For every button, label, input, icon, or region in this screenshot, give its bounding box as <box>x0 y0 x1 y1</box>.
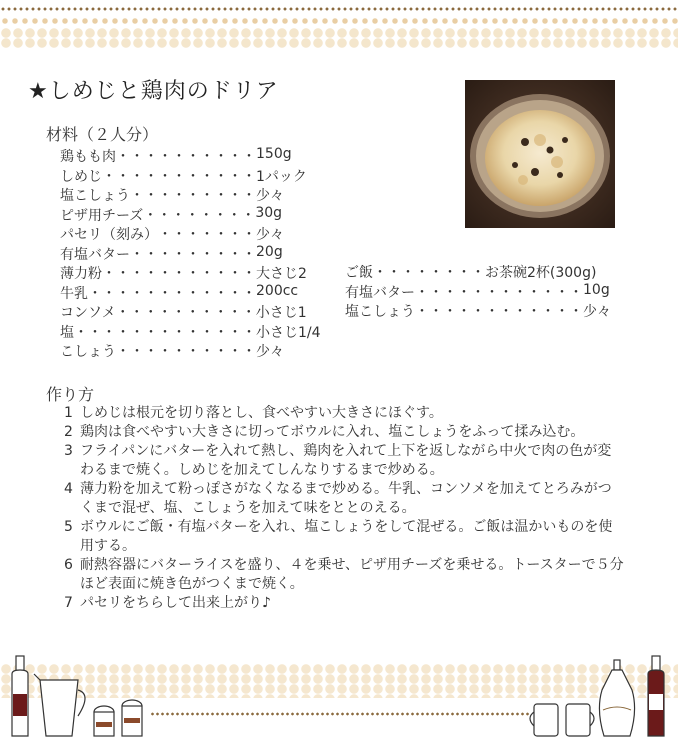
method-heading: 作り方 <box>46 385 95 404</box>
top-dot-line <box>0 6 678 12</box>
step-number: 5 <box>64 519 73 535</box>
mug-icon <box>530 704 558 736</box>
ingredient-leader-dots: ・・・・・・・・ <box>143 207 256 224</box>
step-text: ボウルにご飯・有塩バターを入れ、塩こしょうをして混ぜる。ご飯は温かいものを使用する。 <box>80 519 613 554</box>
ingredient-amount: 少々 <box>256 188 284 204</box>
ingredient-leader-dots: ・・・・・・・・ <box>373 265 485 281</box>
step-text: 耐熱容器にバターライスを盛り、４を乗せ、ピザ用チーズを乗せる。トースターで５分ほど表面に焼き色がつくまで焼く。 <box>80 557 624 592</box>
wine-bottle-icon <box>12 656 28 736</box>
ingredient-leader-dots: ・・・・・・・・・・・・ <box>88 285 256 302</box>
ingredient-leader-dots: ・・・・・・・・・・・・・ <box>74 324 256 341</box>
mug-icon <box>566 704 594 736</box>
doria-photo <box>465 80 615 228</box>
method-step <box>64 442 624 480</box>
ingredient-amount: 小さじ1/4 <box>256 324 321 341</box>
ingredient-name: 鶏もも肉 <box>60 149 116 165</box>
ingredient-list <box>60 146 321 361</box>
ingredient-leader-dots: ・・・・・・・・・・ <box>115 305 256 321</box>
method-step <box>64 423 624 442</box>
ingredient-name: 塩 <box>60 324 74 341</box>
ingredient-leader-dots: ・・・・・・・ <box>158 227 256 243</box>
step-number: 7 <box>64 595 73 611</box>
ingredient-amount: 30g <box>255 204 283 221</box>
ingredient-leader-dots: ・・・・・・・・・・・・ <box>415 304 583 320</box>
wine-bottle-icon <box>648 656 664 736</box>
ingredient-name: こしょう <box>60 344 116 360</box>
shaker-icon <box>94 706 114 736</box>
ingredient-name: 有塩バター <box>345 284 415 301</box>
top-decorative-border <box>0 0 678 56</box>
method-step <box>64 594 624 613</box>
recipe-title: ★しめじと鶏肉のドリア <box>28 79 279 104</box>
ingredient-row <box>60 224 321 244</box>
decanter-icon <box>599 660 634 736</box>
ingredient-amount: 大さじ2 <box>256 266 307 282</box>
step-number: 6 <box>64 557 73 573</box>
ingredient-row <box>60 283 321 303</box>
ingredient-row <box>60 322 321 342</box>
ingredient-name: 塩こしょう <box>345 304 415 320</box>
step-text: パセリをちらして出来上がり♪ <box>80 595 271 611</box>
ingredient-name: 牛乳 <box>60 285 88 302</box>
step-number: 4 <box>64 481 73 497</box>
rice-ingredient-list <box>345 262 611 321</box>
ingredient-amount: 200cc <box>256 282 299 299</box>
ingredient-leader-dots: ・・・・・・・・・・・ <box>102 266 256 282</box>
ingredient-row <box>345 282 611 302</box>
ingredient-leader-dots: ・・・・・・・・・・ <box>116 344 256 360</box>
step-list <box>64 404 624 613</box>
method-step <box>64 480 624 518</box>
ingredient-leader-dots: ・・・・・・・・・ <box>130 188 256 204</box>
ingredient-name: しめじ <box>60 168 102 185</box>
ingredient-row <box>345 301 611 321</box>
step-text: しめじは根元を切り落とし、食べやすい大きさにほぐす。 <box>80 405 443 421</box>
ingredient-row <box>60 146 321 166</box>
ingredient-row <box>60 185 321 205</box>
ingredient-row <box>60 166 321 186</box>
step-number: 3 <box>64 443 73 459</box>
ingredient-amount: 少々 <box>583 304 611 320</box>
kitchen-illustration <box>0 650 678 742</box>
ingredient-leader-dots: ・・・・・・・・・・・ <box>102 168 256 185</box>
ingredient-name: ピザ用チーズ <box>60 207 144 224</box>
ingredient-leader-dots: ・・・・・・・・・・ <box>116 149 256 165</box>
ingredient-amount: 少々 <box>256 344 284 360</box>
ingredient-amount: 少々 <box>256 227 284 243</box>
ingredient-amount: 150g <box>256 146 292 162</box>
shaker-icon <box>122 700 142 736</box>
ingredient-name: パセリ（刻み） <box>60 227 158 243</box>
ingredient-leader-dots: ・・・・・・・・・・・・ <box>415 284 583 301</box>
ingredient-leader-dots: ・・・・・・・・・ <box>130 246 256 263</box>
ingredient-amount: 小さじ1 <box>255 305 307 321</box>
materials-heading: 材料（２人分） <box>46 125 159 144</box>
ingredient-row <box>345 262 611 282</box>
method-step <box>64 556 624 594</box>
ingredient-name: コンソメ <box>60 305 116 321</box>
bottom-decorative-border <box>0 650 678 742</box>
ingredient-row <box>60 205 321 225</box>
ingredient-row <box>60 244 321 264</box>
ingredient-name: 塩こしょう <box>60 188 130 204</box>
ingredient-row <box>60 341 321 361</box>
ingredient-amount: お茶碗2杯(300g) <box>485 265 597 281</box>
ingredient-name: 薄力粉 <box>60 266 102 282</box>
top-dot-pattern-large <box>0 28 678 48</box>
method-step <box>64 404 624 423</box>
ingredient-name: ご飯 <box>345 265 373 281</box>
ingredient-row <box>60 302 321 322</box>
method-step <box>64 518 624 556</box>
step-number: 2 <box>64 424 73 440</box>
step-text: 薄力粉を加えて粉っぽさがなくなるまで炒める。牛乳、コンソメを加えてとろみがつくまで混ぜ、塩、こしょうを加えて味をととのえる。 <box>80 481 612 516</box>
step-text: フライパンにバターを入れて熱し、鶏肉を入れて上下を返しながら中火で肉の色が変わるまで焼く。しめじを加えてしんなりするまで炒める。 <box>80 443 612 478</box>
ingredient-name: 有塩バター <box>60 246 130 263</box>
ingredient-amount: 10g <box>583 281 610 298</box>
step-text: 鶏肉は食べやすい大きさに切ってボウルに入れ、塩こしょうをふって揉み込む。 <box>80 424 585 440</box>
ingredient-row <box>60 263 321 283</box>
ingredient-amount: 1パック <box>256 168 307 185</box>
step-number: 1 <box>64 405 73 421</box>
top-dot-pattern <box>0 18 678 24</box>
pitcher-icon <box>34 674 85 736</box>
ingredient-amount: 20g <box>256 243 283 260</box>
